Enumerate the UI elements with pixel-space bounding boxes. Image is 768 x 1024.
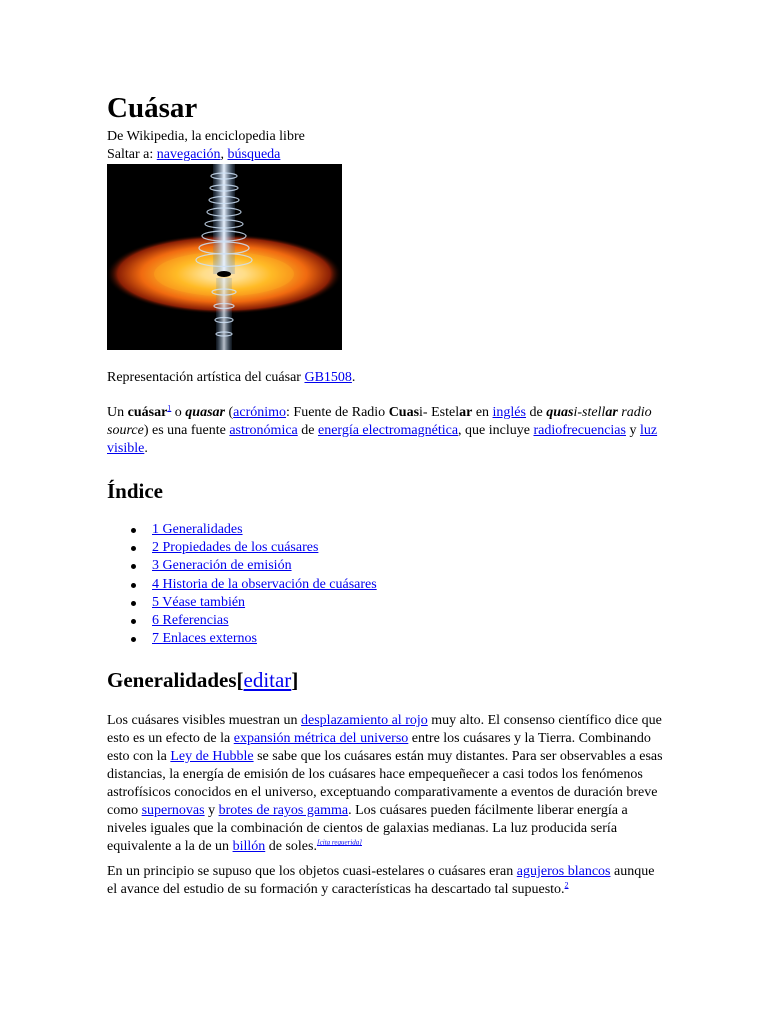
link-agujeros-blancos[interactable]: agujeros blancos — [516, 864, 611, 879]
link-acronimo[interactable]: acrónimo — [233, 405, 287, 420]
ref-2-link[interactable]: 2 — [564, 880, 569, 890]
body-text: y — [204, 803, 219, 818]
edit-bracket-close: ] — [291, 668, 299, 692]
caption-end: . — [351, 370, 356, 385]
intro-text: . — [144, 441, 148, 456]
intro-bold-italic: quasar — [185, 405, 225, 420]
toc-item — [107, 521, 377, 539]
toc-link-referencias[interactable]: 6 Referencias — [152, 612, 229, 628]
intro-bold: ar — [459, 405, 473, 420]
toc-link-propiedades[interactable]: 2 Propiedades de los cuásares — [152, 540, 319, 556]
body-text: aunque el avance del estudio de su formación y características ha descartado tal supuesto. — [107, 864, 655, 897]
toc-item — [107, 630, 377, 648]
link-desplazamiento-al-rojo[interactable]: desplazamiento al rojo — [301, 713, 428, 728]
toc-link-generacion[interactable]: 3 Generación de emisión — [152, 558, 292, 574]
edit-bracket-open: [ — [236, 668, 244, 692]
link-energia-electromagnetica[interactable]: energía electromagnética — [317, 423, 459, 438]
jump-search-link[interactable]: búsqueda — [227, 147, 281, 162]
toc-item — [107, 612, 377, 630]
quasar-illustration — [107, 164, 342, 350]
intro-text: , que incluye — [458, 423, 534, 438]
intro-text: ) es una fuente — [143, 423, 230, 438]
body-text: En un principio se supuso que los objetos cuasi-estelares o cuásares eran — [107, 864, 517, 879]
intro-text: o — [171, 405, 186, 420]
toc-item — [107, 576, 377, 594]
toc-link-generalidades[interactable]: 1 Generalidades — [152, 522, 243, 537]
body-text: . Los cuásares pueden fácilmente liberar energía a niveles iguales que la combinación de cientos de galaxias medianas. La luz producida sería equivalente a la de un — [107, 803, 628, 854]
quasar-artwork-image[interactable] — [107, 164, 342, 350]
jump-links — [107, 146, 667, 164]
section-heading-generalidades — [107, 666, 298, 694]
toc-item — [107, 557, 377, 575]
generalidades-paragraph-1 — [107, 712, 663, 856]
intro-bold-italic: ar — [605, 405, 618, 420]
link-astronomica[interactable]: astronómica — [229, 423, 298, 438]
intro-bold: cuásar — [127, 405, 168, 420]
body-text: se sabe que los cuásares están muy distantes. Para ser observables a esas distancias, la energía de emisión de los cuásares hace empequeñecer a casi todos los fenómenos astrofísicos conocidos en el universo, exceptuando comparativamente a eventos de duración breve como — [107, 749, 663, 818]
jump-prefix: Saltar a: — [107, 147, 154, 162]
jump-navigation-link[interactable]: navegación — [156, 147, 221, 162]
intro-bold: Cuas — [388, 405, 420, 420]
toc-item — [107, 539, 377, 557]
intro-italic: i-stell — [573, 405, 606, 420]
citation-needed-link[interactable]: [cita requerida] — [316, 838, 362, 847]
jump-separator: , — [220, 147, 225, 162]
body-text: muy alto. El consenso científico dice que esto es un efecto de la — [107, 713, 662, 746]
toc-item — [107, 594, 377, 612]
body-text: de soles. — [265, 839, 317, 854]
toc-link-historia[interactable]: 4 Historia de la observación de cuásares — [152, 576, 377, 592]
ref-1-link[interactable]: 1 — [167, 403, 172, 413]
link-ingles[interactable]: inglés — [492, 405, 526, 420]
intro-bold-italic: quas — [546, 405, 574, 420]
intro-text: en — [472, 405, 493, 420]
link-billon[interactable]: billón — [232, 839, 266, 854]
intro-text: i- Estel — [419, 405, 460, 420]
image-caption — [107, 369, 667, 387]
body-text: Los cuásares visibles muestran un — [107, 713, 302, 728]
toc-heading: Índice — [107, 479, 164, 503]
intro-text: y — [625, 423, 640, 438]
intro-italic: radio source — [107, 405, 652, 438]
intro-text: de — [525, 405, 547, 420]
section-title: Generalidades — [107, 668, 237, 692]
link-ley-de-hubble[interactable]: Ley de Hubble — [170, 749, 254, 764]
site-tagline: De Wikipedia, la enciclopedia libre — [107, 129, 305, 144]
generalidades-paragraph-2 — [107, 863, 663, 899]
intro-text: Un — [107, 405, 128, 420]
link-luz-visible[interactable]: luz visible — [107, 423, 658, 456]
link-brotes-de-rayos-gamma[interactable]: brotes de rayos gamma — [218, 803, 349, 818]
table-of-contents — [107, 521, 377, 648]
caption-link[interactable]: GB1508 — [304, 370, 352, 385]
caption-text: Representación artística del cuásar — [107, 370, 301, 385]
toc-link-vease[interactable]: 5 Véase también — [152, 594, 246, 610]
intro-text: : Fuente de Radio — [286, 405, 389, 420]
toc-link-enlaces[interactable]: 7 Enlaces externos — [152, 631, 257, 647]
body-text: entre los cuásares y la Tierra. Combinando esto con la — [107, 731, 651, 764]
link-expansion-metrica[interactable]: expansión métrica del universo — [233, 731, 409, 746]
intro-text: ( — [224, 405, 234, 420]
link-radiofrecuencias[interactable]: radiofrecuencias — [533, 423, 626, 438]
intro-paragraph — [107, 404, 667, 458]
link-supernovas[interactable]: supernovas — [141, 803, 205, 818]
page-title: Cuásar — [107, 92, 198, 124]
edit-section-link[interactable]: editar — [243, 668, 292, 692]
intro-text: de — [297, 423, 318, 438]
